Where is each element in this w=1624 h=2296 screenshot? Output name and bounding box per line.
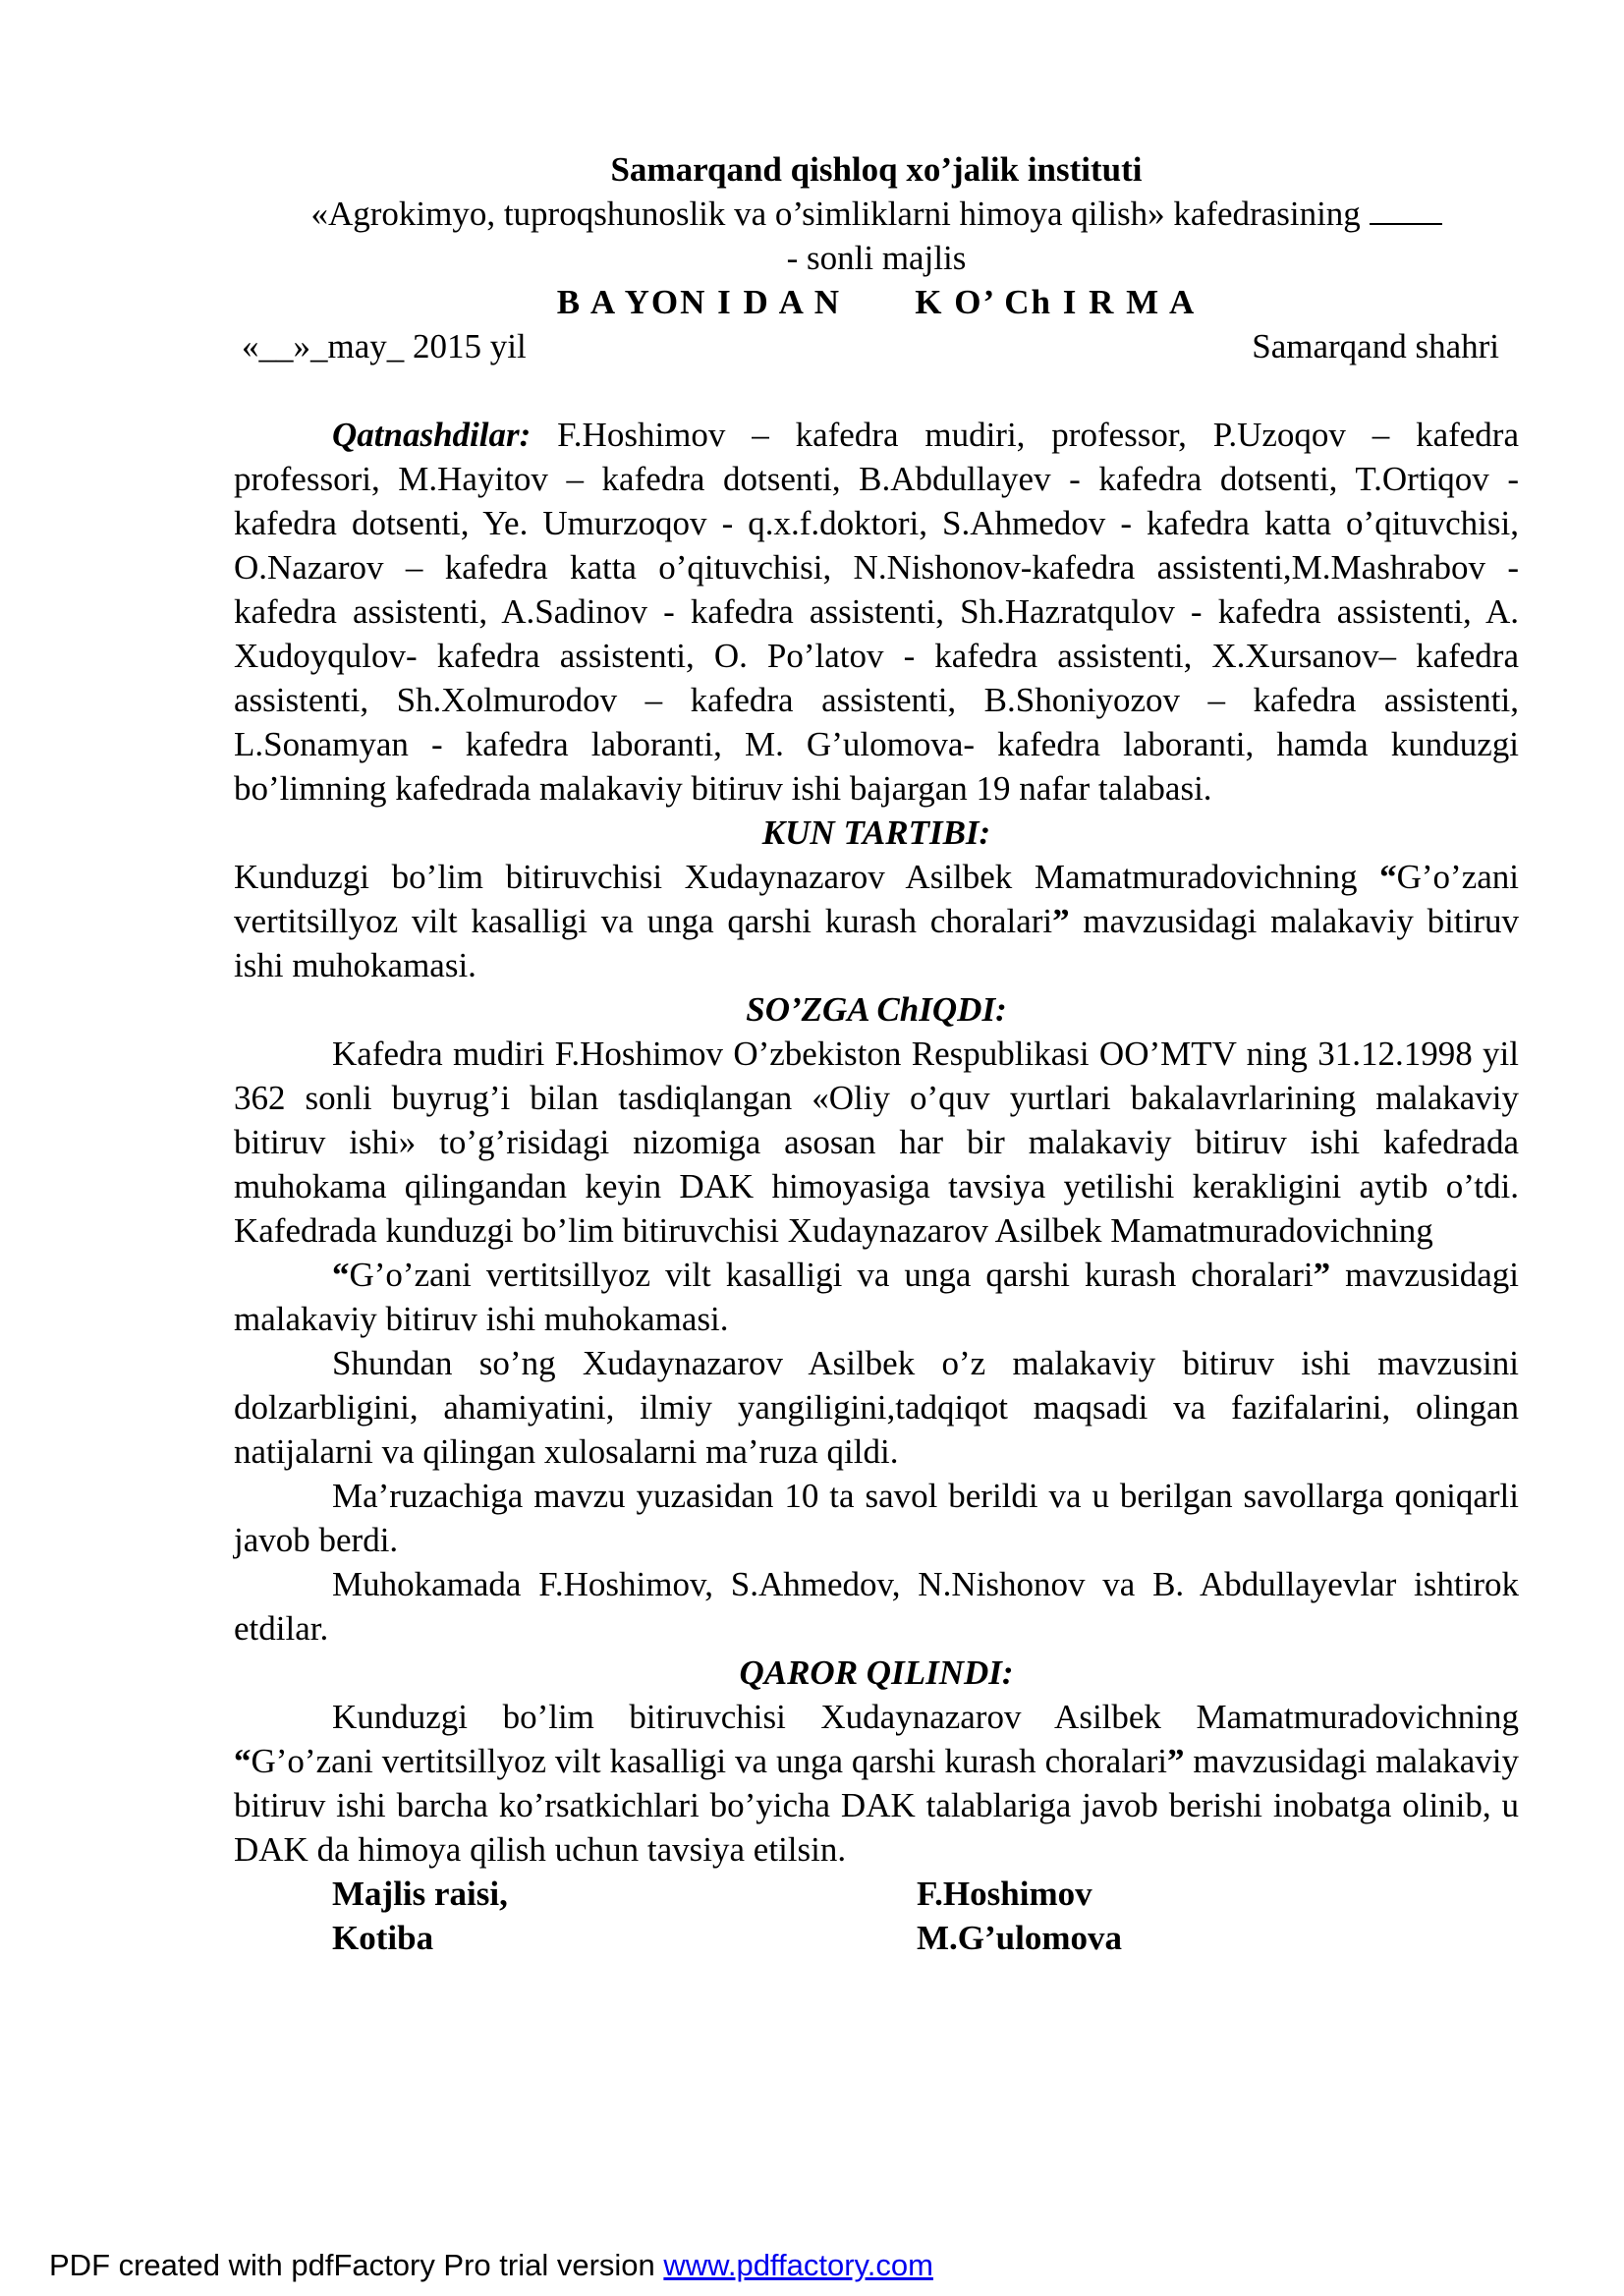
signature-name: M.G’ulomova — [917, 1919, 1123, 1957]
footer-text: PDF created with pdfFactory Pro trial version — [49, 2248, 664, 2282]
speech-paragraph-5: Muhokamada F.Hoshimov, S.Ahmedov, N.Nishonov va B. Abdullayevlar ishtirok etdilar. — [234, 1565, 1519, 1648]
agenda-open-quote: “ — [1379, 858, 1397, 896]
speech-paragraph-3: Shundan so’ng Xudaynazarov Asilbek o’z malakaviy bitiruv ishi mavzusini dolzarbligini, ahamiyatini, ilmiy yangiligini,tadqiqot maqsadi va fazifalarini, olingan natijalarni va qilingan xulosalarni ma’ruza qildi. — [234, 1344, 1519, 1471]
speech-paragraph-2 — [234, 1253, 1519, 1341]
signature-role: Kotiba — [332, 1919, 434, 1957]
agenda-text-after: mavzusidagi malakaviy bitiruv ishi muhokamasi. — [234, 902, 1519, 984]
number-blank — [1370, 194, 1442, 225]
speech-text-after: mavzusidagi malakaviy bitiruv ishi muhokamasi. — [234, 1256, 1519, 1338]
spacer — [234, 368, 1519, 413]
attendees-text: F.Hoshimov – kafedra mudiri, professor, P.Uzoqov – kafedra professori, M.Hayitov – kafedra dotsenti, B.Abdullayev - kafedra dotsenti, T.Ortiqov - kafedra dotsenti, Ye. Umurzoqov - q.x.f.doktori, S.Ahmedov - kafedra katta o’qituvchisi, O.Nazarov – kafedra katta o’qituvchisi, N.Nishonov-kafedra assistenti,M.Mashrabov - kafedra assistenti, A.Sadinov - kafedra assistenti, Sh.Hazratqulov - kafedra assistenti, A. Xudoyqulov- kafedra assistenti, O. Po’latov - kafedra assistenti, X.Xursanov– kafedra assistenti, Sh.Xolmurodov – kafedra assistenti, B.Shoniyozov – kafedra assistenti, L.Sonamyan - kafedra laboranti, M. G’ulomova- kafedra laboranti, hamda kunduzgi bo’limning kafedrada malakaviy bitiruv ishi bajargan 19 nafar talabasi. — [234, 416, 1519, 808]
date-city-line — [234, 324, 1519, 368]
agenda-close-quote: ” — [1052, 902, 1070, 940]
meeting-line: - sonli majlis — [786, 239, 967, 277]
agenda-topic: G’o’zani vertitsillyoz vilt kasalligi va unga qarshi kurash choralari — [234, 858, 1519, 940]
signature-row — [234, 1872, 1519, 1916]
speech-paragraph-4: Ma’ruzachiga mavzu yuzasidan 10 ta savol berildi va u berilgan savollarga qoniqarli javob berdi. — [234, 1477, 1519, 1559]
protocol-document — [234, 147, 1519, 1960]
document-title: B A YON I D A N K O’ Ch I R M A — [556, 283, 1197, 321]
institute-name: Samarqand qishloq xo’jalik instituti — [610, 150, 1143, 189]
speeches-heading: SO’ZGA ChIQDI: — [746, 990, 1007, 1029]
decision-text-before: Kunduzgi bo’lim bitiruvchisi Xudaynazarov Asilbek Mamatmuradovichning — [332, 1698, 1519, 1736]
meeting-city: Samarqand shahri — [1252, 327, 1499, 365]
decision-close-quote: ” — [1166, 1742, 1185, 1780]
footer-link[interactable]: www.pdffactory.com — [663, 2248, 933, 2282]
signature-name: F.Hoshimov — [917, 1875, 1092, 1913]
attendees-paragraph — [234, 413, 1519, 811]
agenda-paragraph — [234, 855, 1519, 987]
decision-topic: G’o’zani vertitsillyoz vilt kasalligi va unga qarshi kurash choralari — [251, 1742, 1167, 1780]
speech-open-quote: “ — [332, 1256, 350, 1294]
speech-paragraph-1: Kafedra mudiri F.Hoshimov O’zbekiston Respublikasi OO’MTV ning 31.12.1998 yil 362 sonli buyrug’i bilan tasdiqlangan «Oliy o’quv yurtlari bakalavrlarining malakaviy bitiruv ishi» to’g’risidagi nizomiga asosan har bir malakaviy bitiruv ishi kafedrada muhokama qilingandan keyin DAK himoyasiga tavsiya yetilishi kerakligini aytib o’tdi. Kafedrada kunduzgi bo’lim bitiruvchisi Xudaynazarov Asilbek Mamatmuradovichning — [234, 1035, 1519, 1250]
agenda-text-before: Kunduzgi bo’lim bitiruvchisi Xudaynazarov Asilbek Mamatmuradovichning — [234, 858, 1380, 896]
pdf-footer — [49, 2248, 933, 2283]
signature-role: Majlis raisi, — [332, 1875, 508, 1913]
agenda-heading: KUN TARTIBI: — [761, 813, 991, 852]
attendees-label: Qatnashdilar: — [332, 416, 532, 454]
decision-paragraph — [234, 1695, 1519, 1872]
signature-row — [234, 1916, 1519, 1960]
department-line — [234, 192, 1519, 236]
speech-topic: G’o’zani vertitsillyoz vilt kasalligi va unga qarshi kurash choralari — [349, 1256, 1314, 1294]
decision-open-quote: “ — [234, 1742, 252, 1780]
decision-text-after: mavzusidagi malakaviy bitiruv ishi barcha ko’rsatkichlari bo’yicha DAK talablariga javob berishi inobatga olinib, u DAK da himoya qilish uchun tavsiya etilsin. — [234, 1742, 1519, 1869]
decision-heading: QAROR QILINDI: — [739, 1653, 1014, 1692]
meeting-date: «__»_may_ 2015 yil — [242, 327, 527, 365]
department-name: «Agrokimyo, tuproqshunoslik va o’simliklarni himoya qilish» kafedrasining — [310, 195, 1361, 233]
speech-close-quote: ” — [1313, 1256, 1331, 1294]
